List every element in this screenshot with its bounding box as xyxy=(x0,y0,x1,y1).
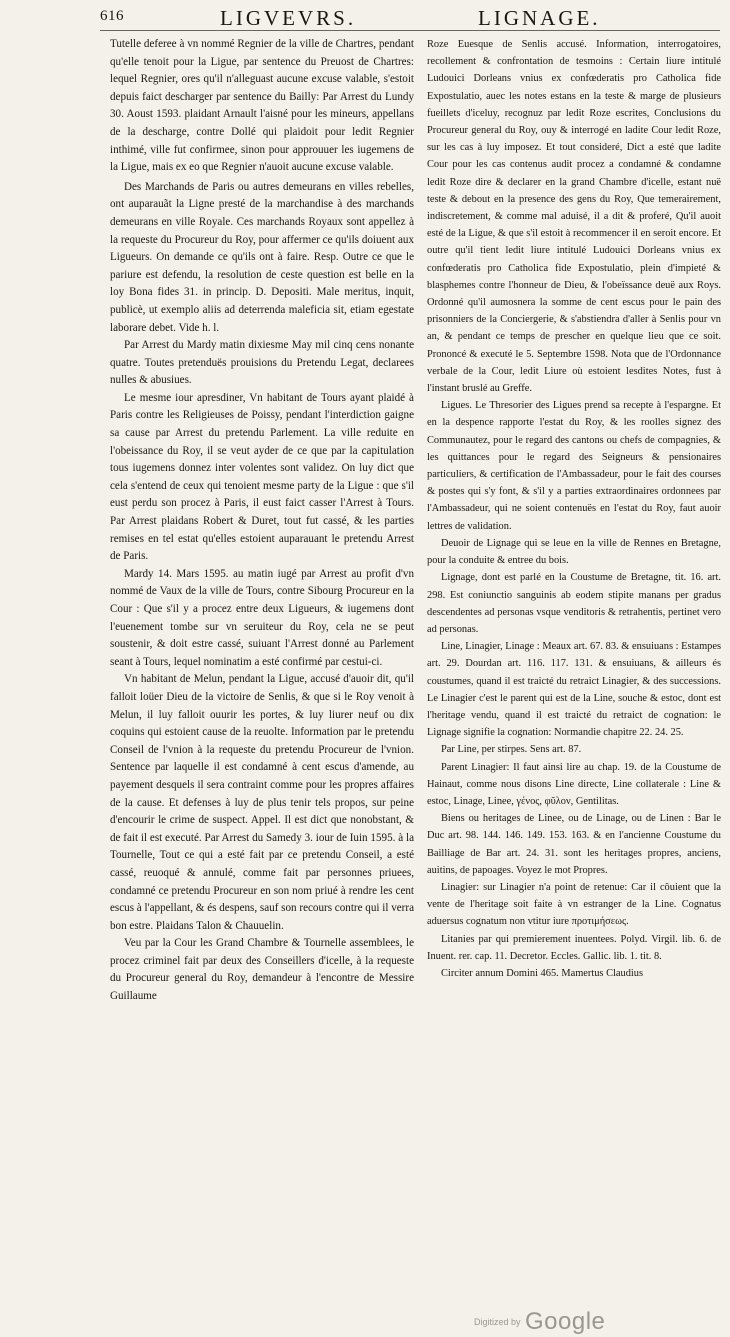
google-logo-text: Google xyxy=(524,1308,606,1335)
digitized-by-google-watermark xyxy=(474,1308,605,1336)
paragraph: Biens ou heritages de Linee, ou de Linage, ou de Linen : Bar le Duc art. 98. 144. 146. 149. 153. 163. & en l'ancienne Coustume du Bailliage de Bar art. 24. 31. sont les heritages propres, anciens, auitins, de papoages. Voyez le mot Propres. xyxy=(427,813,721,876)
page-number: 616 xyxy=(100,8,124,24)
paragraph: Deuoir de Lignage qui se leue en la ville de Rennes en Bretagne, pour la conduite & entree du bois. xyxy=(427,537,721,567)
paragraph: Mardy 14. Mars 1595. au matin iugé par Arrest au profit d'vn nommé de Vaux de la ville de Tours, contre Sibourg Procureur en la Cour : Que s'il y a procez entre deux Ligueurs, & iugemens dont l'euenement tombe sur vn seruiteur du Roy, cela ne se peut soustenir, & doit estre cassé, suiuant l'Arrest donné au Parlement seant à Tours, lequel nominatim a esté confirmé par cestui-ci. xyxy=(110,567,414,668)
running-title-right: LIGNAGE. xyxy=(478,6,601,30)
paragraph: Par Arrest du Mardy matin dixiesme May mil cinq cens nonante quatre. Toutes pretenduës prouisions du Pretendu Legat, declarees nulles & abusiues. xyxy=(110,339,414,387)
right-column xyxy=(427,36,721,982)
paragraph: Linagier: sur Linagier n'a point de retenue: Car il côuient que la vente de l'heritage soit faite à vn estranger de la Line. Cognatus aduersus cognatum non vtitur iure προτιμήσεως. xyxy=(427,881,721,928)
paragraph: Lignage, dont est parlé en la Coustume de Bretagne, tit. 16. art. 298. Est coniunctio sanguinis ab eodem stipite manans per gradus descendentes ad personas vsque venditoris & retrahentis, pertinet vero ad personas. xyxy=(427,572,721,635)
paragraph: Des Marchands de Paris ou autres demeurans en villes rebelles, ont auparauãt la Ligne presté de la marchandise à des marchands demeurans en ville Royale. Ces marchands Royaux sont appellez à la requeste du Procureur du Roy, pour affermer ce qu'ils doiuent aux Ligueurs. On demande ce qu'ils ont à faire. Resp. Outre ce que le pariure est defendu, la resolution de ceste question est belle en la loy Bona fides 31. in princip. D. Depositi. Male meritus, inquit, publicè, ut exemplo aliis ad deterrenda maleficia sit, etiam egestate laborare debet. Vide h. l. xyxy=(110,180,414,334)
left-column xyxy=(110,36,414,1006)
paragraph: Vn habitant de Melun, pendant la Ligue, accusé d'auoir dit, qu'il falloit loüer Dieu de la victoire de Senlis, & que si le Roy venoit à Melun, il luy falloit ouurir les portes, & luy liurer neuf ou dix coquins qui estoient cause de la reuolte. Information par le pretendu Conseil de l'vnion à la requeste du pretendu Procureur de l'vnion. Sentence par laquelle il est condamné à cent escus d'amende, au payement desquels il sera contraint comme pour les propres affaires de la cause. Et defenses à luy de plus tenir tels propos, sur peine d'encourir le crime de suspect. Appel. Il est dict que nonobstant, & de fait il est executé. Par Arrest du Samedy 3. iour de Iuin 1595. à la Tournelle, Tout ce qui a esté fait par ce pretendu Conseil, a esté cassé, reuoqué & annulé, comme fait par personnes priuees, condamné ce pretendu Procureur en son nom priué à rendre les cent escus à l'appellant, & és despens, sauf son recours contre qui il verra bon estre. Plaidans Talon & Chauuelin. xyxy=(110,673,414,932)
paragraph: Litanies par qui premierement inuentees. Polyd. Virgil. lib. 6. de Inuent. rer. cap. 11. Decretor. Eccles. Gallic. lib. 1. tit. 8. xyxy=(427,933,721,962)
paragraph: Roze Euesque de Senlis accusé. Information, interrogatoires, recollement & confrontation de tesmoins : Certain liure intitulé Ludouici Dorleans vnius ex confœderatis pro Catholica fide Expostulatio, auec les notes estans en la teste & marge de plusieurs fueillets d'iceluy, recognuz par ledit Roze escrites, Conclusions du Procureur general du Roy, ouy & interrogé en ladite Cour ledit Roze, sur les cas à luy imposez. Et tout consideré, Dict a esté que ladite Cour pour les cas contenus audit procez a condamné & condamne ledit Roze dire & declarer en la grand Chambre d'icelle, estant nuë teste & debout en la presence des gens du Roy, Que temerairement, indiscretement, & comme mal aduisé, il a dit & proferé, Qu'il auoit esté de la Ligue, & que s'il estoit à recommencer il en seroit encore. Et outre qu'il tient ledit liure intitulé Ludouici Dorleans vnius ex confœderatis pro Catholica fide Expostulatio, plein d'impieté & blasphemes contre l'honneur de Dieu, & l'obeïssance deuë aux Roys. Ordonné qu'il aumosnera la somme de cent escus pour le pain des prisonniers de la Conciergerie, & s'abstiendra d'aller à Senlis pour vn an, & pendant ce temps de prescher en quelque lieu que ce soit. Prononcé & executé le 5. Septembre 1598. Nota que de l'Ordonnance verbale de la Cour, ledit Liure où estoient lesdites Notes, fust à l'instant bruslé au Greffe. xyxy=(427,39,721,395)
paragraph: Le mesme iour apresdiner, Vn habitant de Tours ayant plaidé à Paris contre les Religieuses de Poissy, pendant l'interdiction gaigne sa cause par Arrest du pretendu Parlement. La ville reduite en l'obeissance du Roy, il se veut ayder de ce que par la capitulation tous iugemens donnez inter volentes sont validez. On luy dict que cela s'entend de ceux qui tenoient mesme party de la Ligue : que s'il eust perdu son procez à Paris, il eust faict casser l'Arrest à Tours. Par Arrest plaidans Robert & Duret, tout fut cassé, & les parties remises en tel estat qu'elles estoient auparauant le pretendu Arrest de Paris. xyxy=(110,391,414,563)
paragraph: Veu par la Cour les Grand Chambre & Tournelle assemblees, le procez criminel fait par deux des Conseillers d'icelle, à la requeste du Procureur general du Roy, demandeur à l'encontre de Messire Guillaume xyxy=(110,937,414,1003)
paragraph: Tutelle deferee à vn nommé Regnier de la ville de Chartres, pendant qu'elle tenoit pour la Ligue, par sentence du Preuost de Chartres: lequel Regnier, ores qu'il n'alleguast aucune excuse valable, s'estoit depuis faict descharger par sentence du Bailly: Par Arrest du Lundy 30. Aoust 1593. plaidant Arnault l'aisné pour les mineurs, appellans de la descharge, contre Dollé qui plaidoit pour ledit Regnier inthimé, ville fut confirmee, sinon pour approuuer les iugemens de la Ligue, mais ex eo que Regnier n'auoit aucune excuse valable. xyxy=(110,38,414,174)
running-title-left: LIGVEVRS. xyxy=(220,6,357,30)
paragraph: Ligues. Le Thresorier des Ligues prend sa recepte à l'espargne. Et en la despence rapporte l'estat du Roy, & les roolles signez des Communautez, pour le regard des cantons ou chefs de compagnies, & les quittances pour le regard des Seigneurs & pensionaires particuliers, & certification de l'Ambassadeur, pour le fait des courses & postes qui s'y font, & s'il y a parties extraordinaires ordonnees par l'Ambassadeur, qui ne soient contenuës en l'estat du Roy, faut auoir lettres de validation. xyxy=(427,400,721,532)
paragraph: Circiter annum Domini 465. Mamertus Claudius xyxy=(441,967,644,979)
paragraph: Parent Linagier: Il faut ainsi lire au chap. 19. de la Coustume de Hainaut, comme nous disons Line directe, Line collaterale : Line & estoc, Linage, Linee, γένος, φῦλον, Gentilitas. xyxy=(427,761,721,807)
header-rule xyxy=(100,30,720,31)
paragraph: Line, Linagier, Linage : Meaux art. 67. 83. & ensuiuans : Estampes art. 29. Dourdan art. 116. 117. 131. & ensuiuans, & ailleurs és coustumes, quand il est traicté du retraict Linagier, & des successions. Le Linagier c'est le parent qui est de la Line, souche & estoc, dont est l'heritage vendu, quand il est traicté du retraict de cognation: le Lignage signifie la cognation: Normandie chapitre 22. 24. 25. xyxy=(427,641,721,739)
paragraph: Par Line, per stirpes. Sens art. 87. xyxy=(441,744,582,756)
watermark-prefix: Digitized by xyxy=(474,1317,521,1327)
